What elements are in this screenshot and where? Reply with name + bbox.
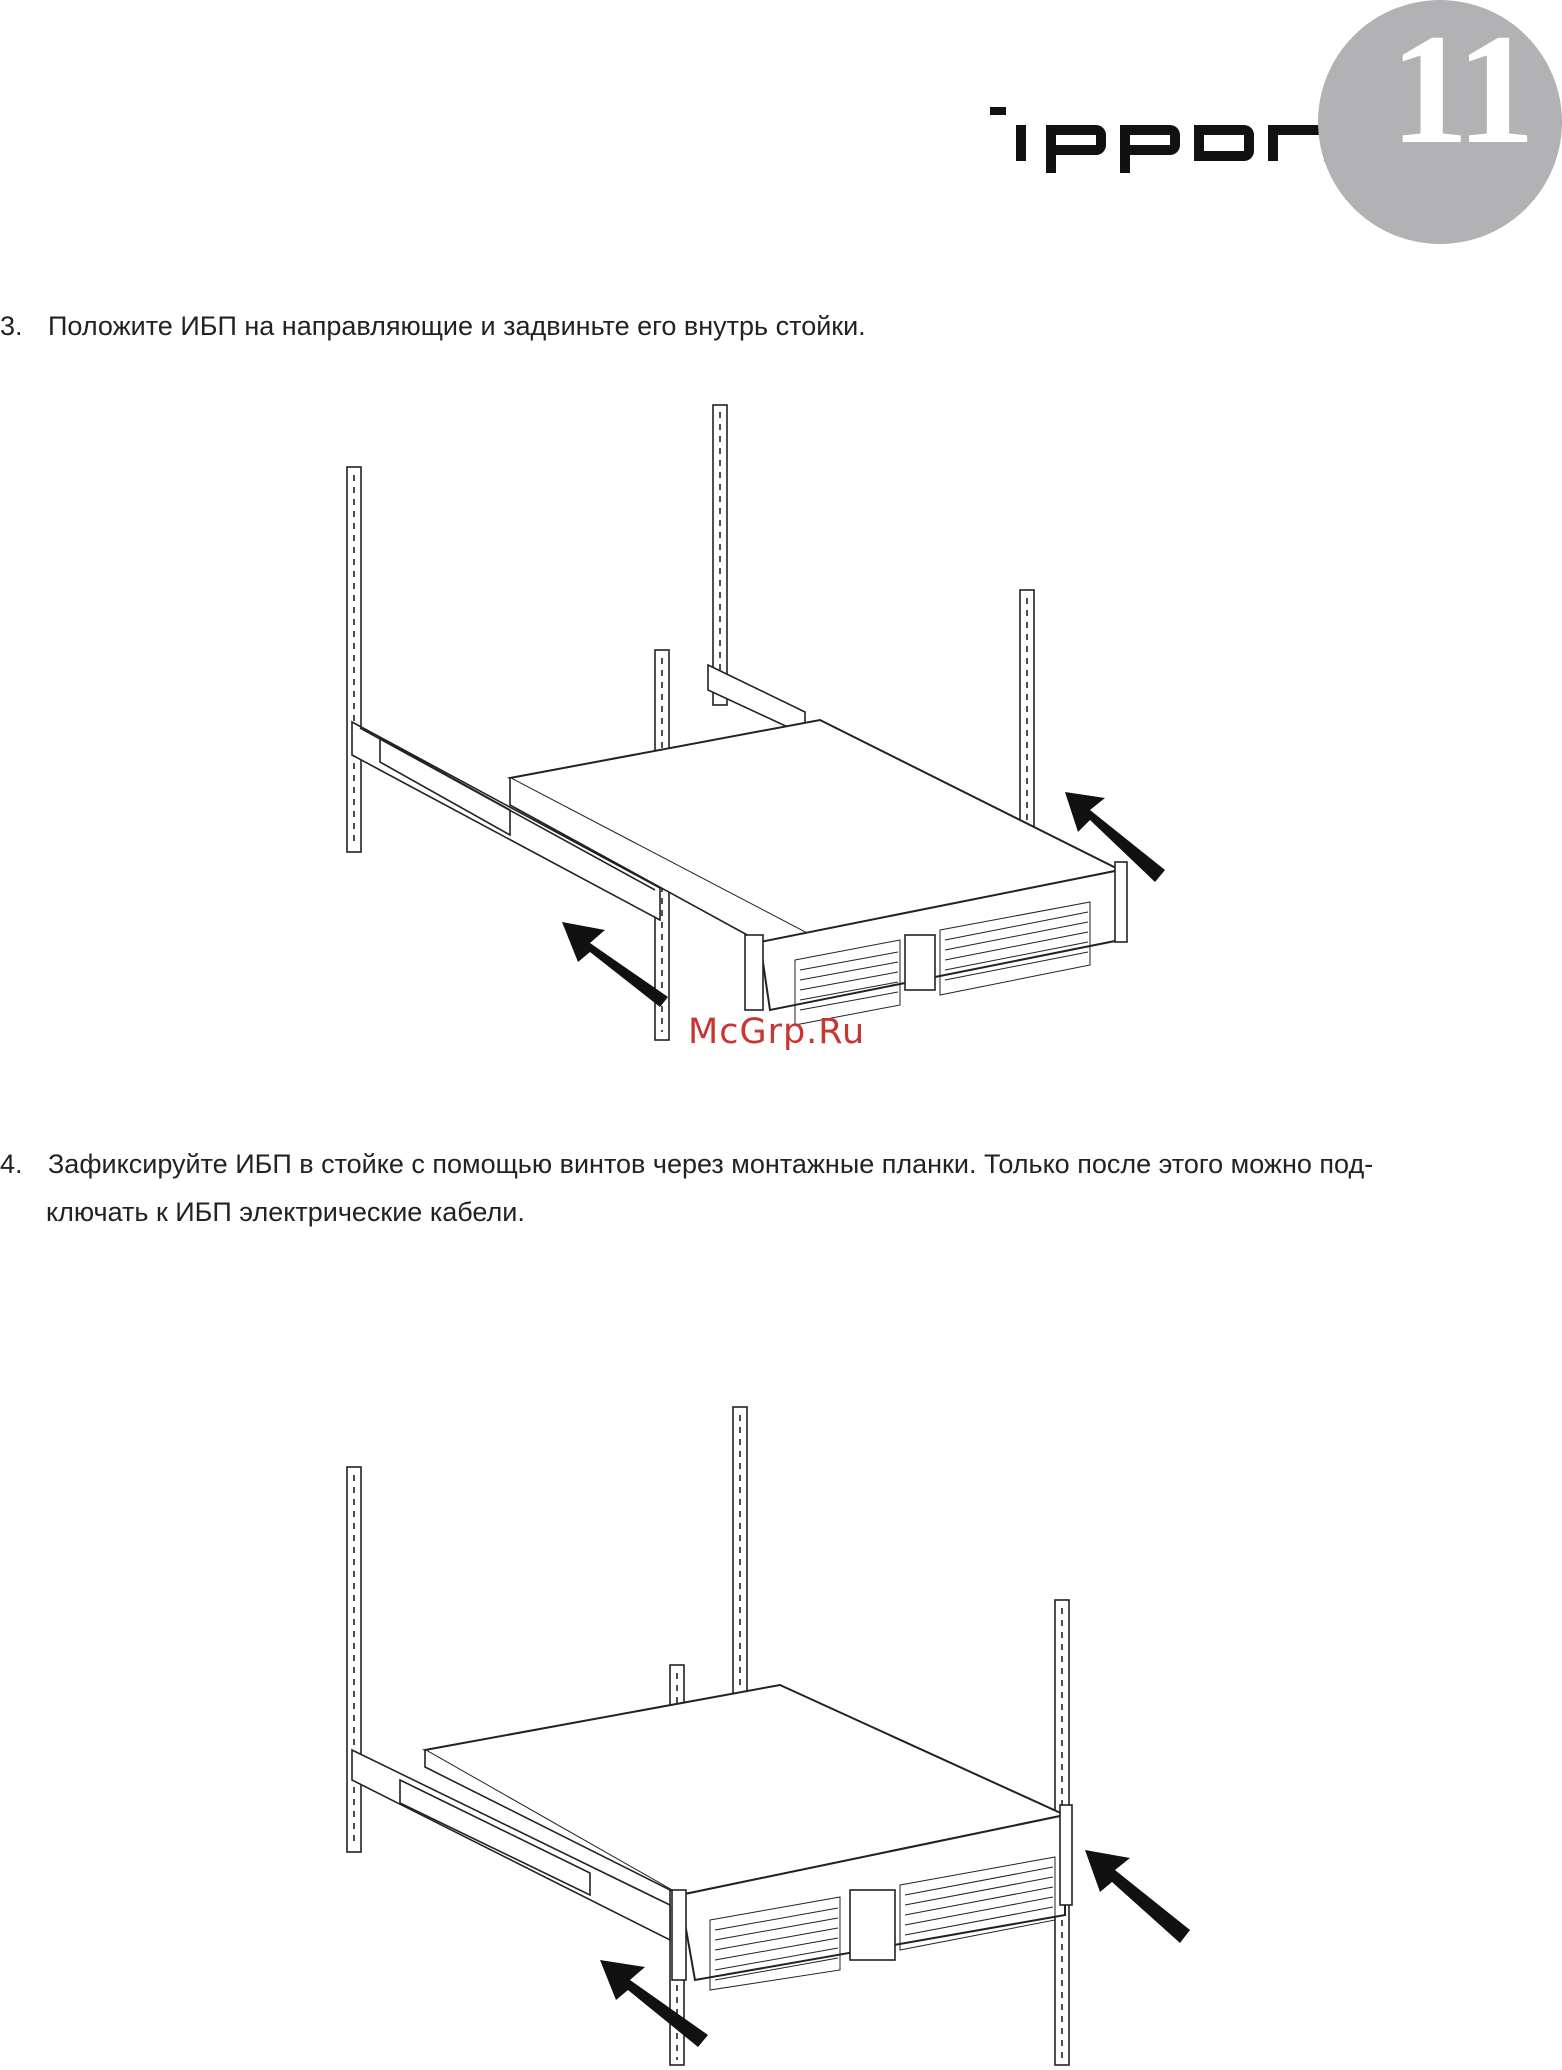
rack-post-left [347, 1467, 361, 1852]
rack-post-back-center [713, 405, 727, 705]
push-arrow-icon [1085, 1850, 1190, 1943]
step-text: Положите ИБП на направляющие и задвиньте его внутрь стойки. [48, 311, 866, 341]
step-4 [0, 1146, 1480, 1230]
step-number: 3. [0, 311, 23, 341]
push-arrow-icon [562, 922, 668, 1007]
ups-fixed-in-rack-figure [300, 1395, 1220, 2070]
page-header [0, 0, 1562, 260]
ups-sliding-into-rack-figure [300, 400, 1200, 1060]
page-number: 11 [1390, 2, 1532, 177]
watermark: McGrp.Ru [688, 1012, 866, 1052]
rack-post-left [347, 467, 361, 852]
rack-post-back-center [733, 1407, 747, 1697]
step-number: 4. [0, 1149, 23, 1179]
rack-post-right [1020, 590, 1034, 855]
step-3 [0, 308, 1400, 344]
step-text-line-1: Зафиксируйте ИБП в стойке с помощью винтов через монтажные планки. Только после этого можно под- [48, 1149, 1374, 1179]
push-arrow-icon [600, 1960, 708, 2047]
step-text-line-2: ключать к ИБП электрические кабели. [46, 1197, 525, 1227]
